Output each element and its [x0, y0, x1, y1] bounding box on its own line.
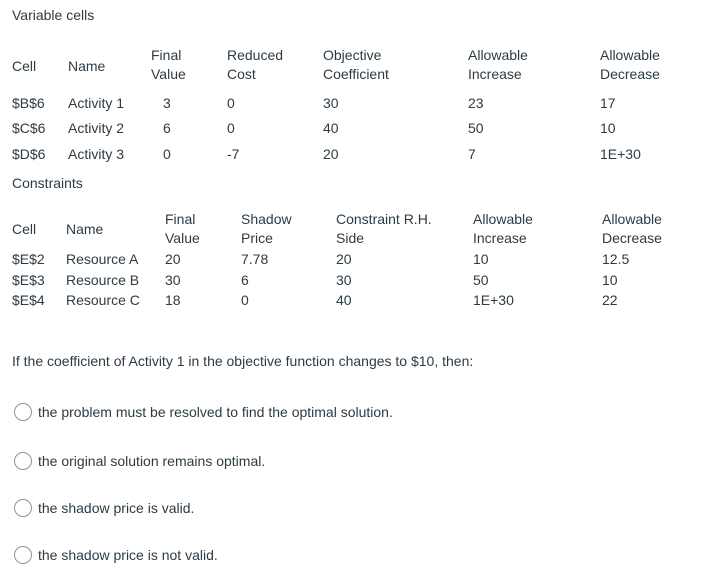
header-objective-coefficient-1: Objective — [323, 47, 382, 63]
header-name: Name — [68, 58, 106, 74]
header-allowable-increase-2: Increase — [473, 230, 527, 246]
cell-reduced-cost: 0 — [227, 95, 235, 111]
answer-option-3[interactable] — [14, 497, 194, 519]
cell-allowable-increase: 23 — [468, 95, 484, 111]
cell-allowable-decrease: 12.5 — [602, 251, 630, 267]
cell-ref: $E$3 — [12, 272, 45, 288]
cell-final-value: 18 — [165, 292, 181, 308]
cell-name: Activity 1 — [68, 95, 125, 111]
answer-option-1[interactable] — [14, 401, 393, 423]
answer-option-4[interactable] — [14, 544, 218, 566]
header-constraint-rh-side-1: Constraint R.H. — [336, 211, 432, 227]
variable-cells-title: Variable cells — [12, 7, 95, 23]
constraints-title: Constraints — [12, 175, 83, 191]
cell-ref: $B$6 — [12, 95, 45, 111]
header-final-value-1: Final — [151, 47, 182, 63]
cell-objective-coefficient: 40 — [323, 120, 339, 136]
cell-final-value: 3 — [163, 95, 171, 111]
answer-option-label: the shadow price is not valid. — [38, 547, 218, 563]
header-shadow-price-2: Price — [241, 230, 273, 246]
radio-button[interactable] — [14, 546, 32, 564]
header-reduced-cost-1: Reduced — [227, 47, 284, 63]
cell-constraint-rh-side: 40 — [336, 292, 352, 308]
header-allowable-decrease-2: Decrease — [600, 66, 660, 82]
header-shadow-price-1: Shadow — [241, 211, 292, 227]
cell-ref: $D$6 — [12, 146, 46, 162]
header-cell: Cell — [12, 58, 37, 74]
header-final-value-2: Value — [151, 66, 186, 82]
header-allowable-decrease-1: Allowable — [602, 211, 662, 227]
cell-constraint-rh-side: 30 — [336, 272, 352, 288]
question-text: If the coefficient of Activity 1 in the objective function changes to $10, then: — [12, 353, 474, 369]
header-final-value-2: Value — [165, 230, 200, 246]
cell-reduced-cost: 0 — [227, 120, 235, 136]
cell-ref: $E$2 — [12, 251, 45, 267]
answer-option-label: the shadow price is valid. — [38, 500, 195, 516]
radio-button[interactable] — [14, 403, 32, 421]
header-allowable-increase-1: Allowable — [468, 47, 528, 63]
header-allowable-decrease-1: Allowable — [600, 47, 660, 63]
header-objective-coefficient-2: Coefficient — [323, 66, 389, 82]
answer-option-label: the problem must be resolved to find the optimal solution. — [38, 404, 393, 420]
cell-shadow-price: 6 — [241, 272, 249, 288]
cell-final-value: 20 — [165, 251, 181, 267]
cell-objective-coefficient: 20 — [323, 146, 339, 162]
cell-name: Resource B — [66, 272, 140, 288]
cell-reduced-cost: -7 — [227, 146, 240, 162]
answer-option-label: the original solution remains optimal. — [38, 453, 266, 469]
cell-ref: $C$6 — [12, 120, 46, 136]
radio-button[interactable] — [14, 499, 32, 517]
header-name: Name — [66, 221, 104, 237]
header-allowable-increase-1: Allowable — [473, 211, 533, 227]
header-allowable-decrease-2: Decrease — [602, 230, 662, 246]
cell-allowable-increase: 10 — [473, 251, 489, 267]
cell-final-value: 6 — [163, 120, 171, 136]
cell-allowable-decrease: 10 — [600, 120, 616, 136]
cell-name: Resource A — [66, 251, 139, 267]
cell-allowable-increase: 7 — [468, 146, 476, 162]
cell-allowable-decrease: 1E+30 — [600, 146, 641, 162]
cell-name: Resource C — [66, 292, 140, 308]
header-reduced-cost-2: Cost — [227, 66, 256, 82]
cell-allowable-increase: 50 — [468, 120, 484, 136]
cell-allowable-increase: 50 — [473, 272, 489, 288]
cell-allowable-decrease: 22 — [602, 292, 618, 308]
cell-constraint-rh-side: 20 — [336, 251, 352, 267]
radio-button[interactable] — [14, 452, 32, 470]
cell-final-value: 0 — [163, 146, 171, 162]
cell-shadow-price: 7.78 — [241, 251, 269, 267]
answer-option-2[interactable] — [14, 450, 265, 472]
cell-allowable-decrease: 10 — [602, 272, 618, 288]
cell-ref: $E$4 — [12, 292, 45, 308]
cell-name: Activity 3 — [68, 146, 125, 162]
cell-name: Activity 2 — [68, 120, 125, 136]
cell-shadow-price: 0 — [241, 292, 249, 308]
cell-final-value: 30 — [165, 272, 181, 288]
cell-allowable-decrease: 17 — [600, 95, 616, 111]
header-allowable-increase-2: Increase — [468, 66, 522, 82]
header-cell: Cell — [12, 221, 37, 237]
cell-objective-coefficient: 30 — [323, 95, 339, 111]
header-final-value-1: Final — [165, 211, 196, 227]
header-constraint-rh-side-2: Side — [336, 230, 365, 246]
cell-allowable-increase: 1E+30 — [473, 292, 514, 308]
